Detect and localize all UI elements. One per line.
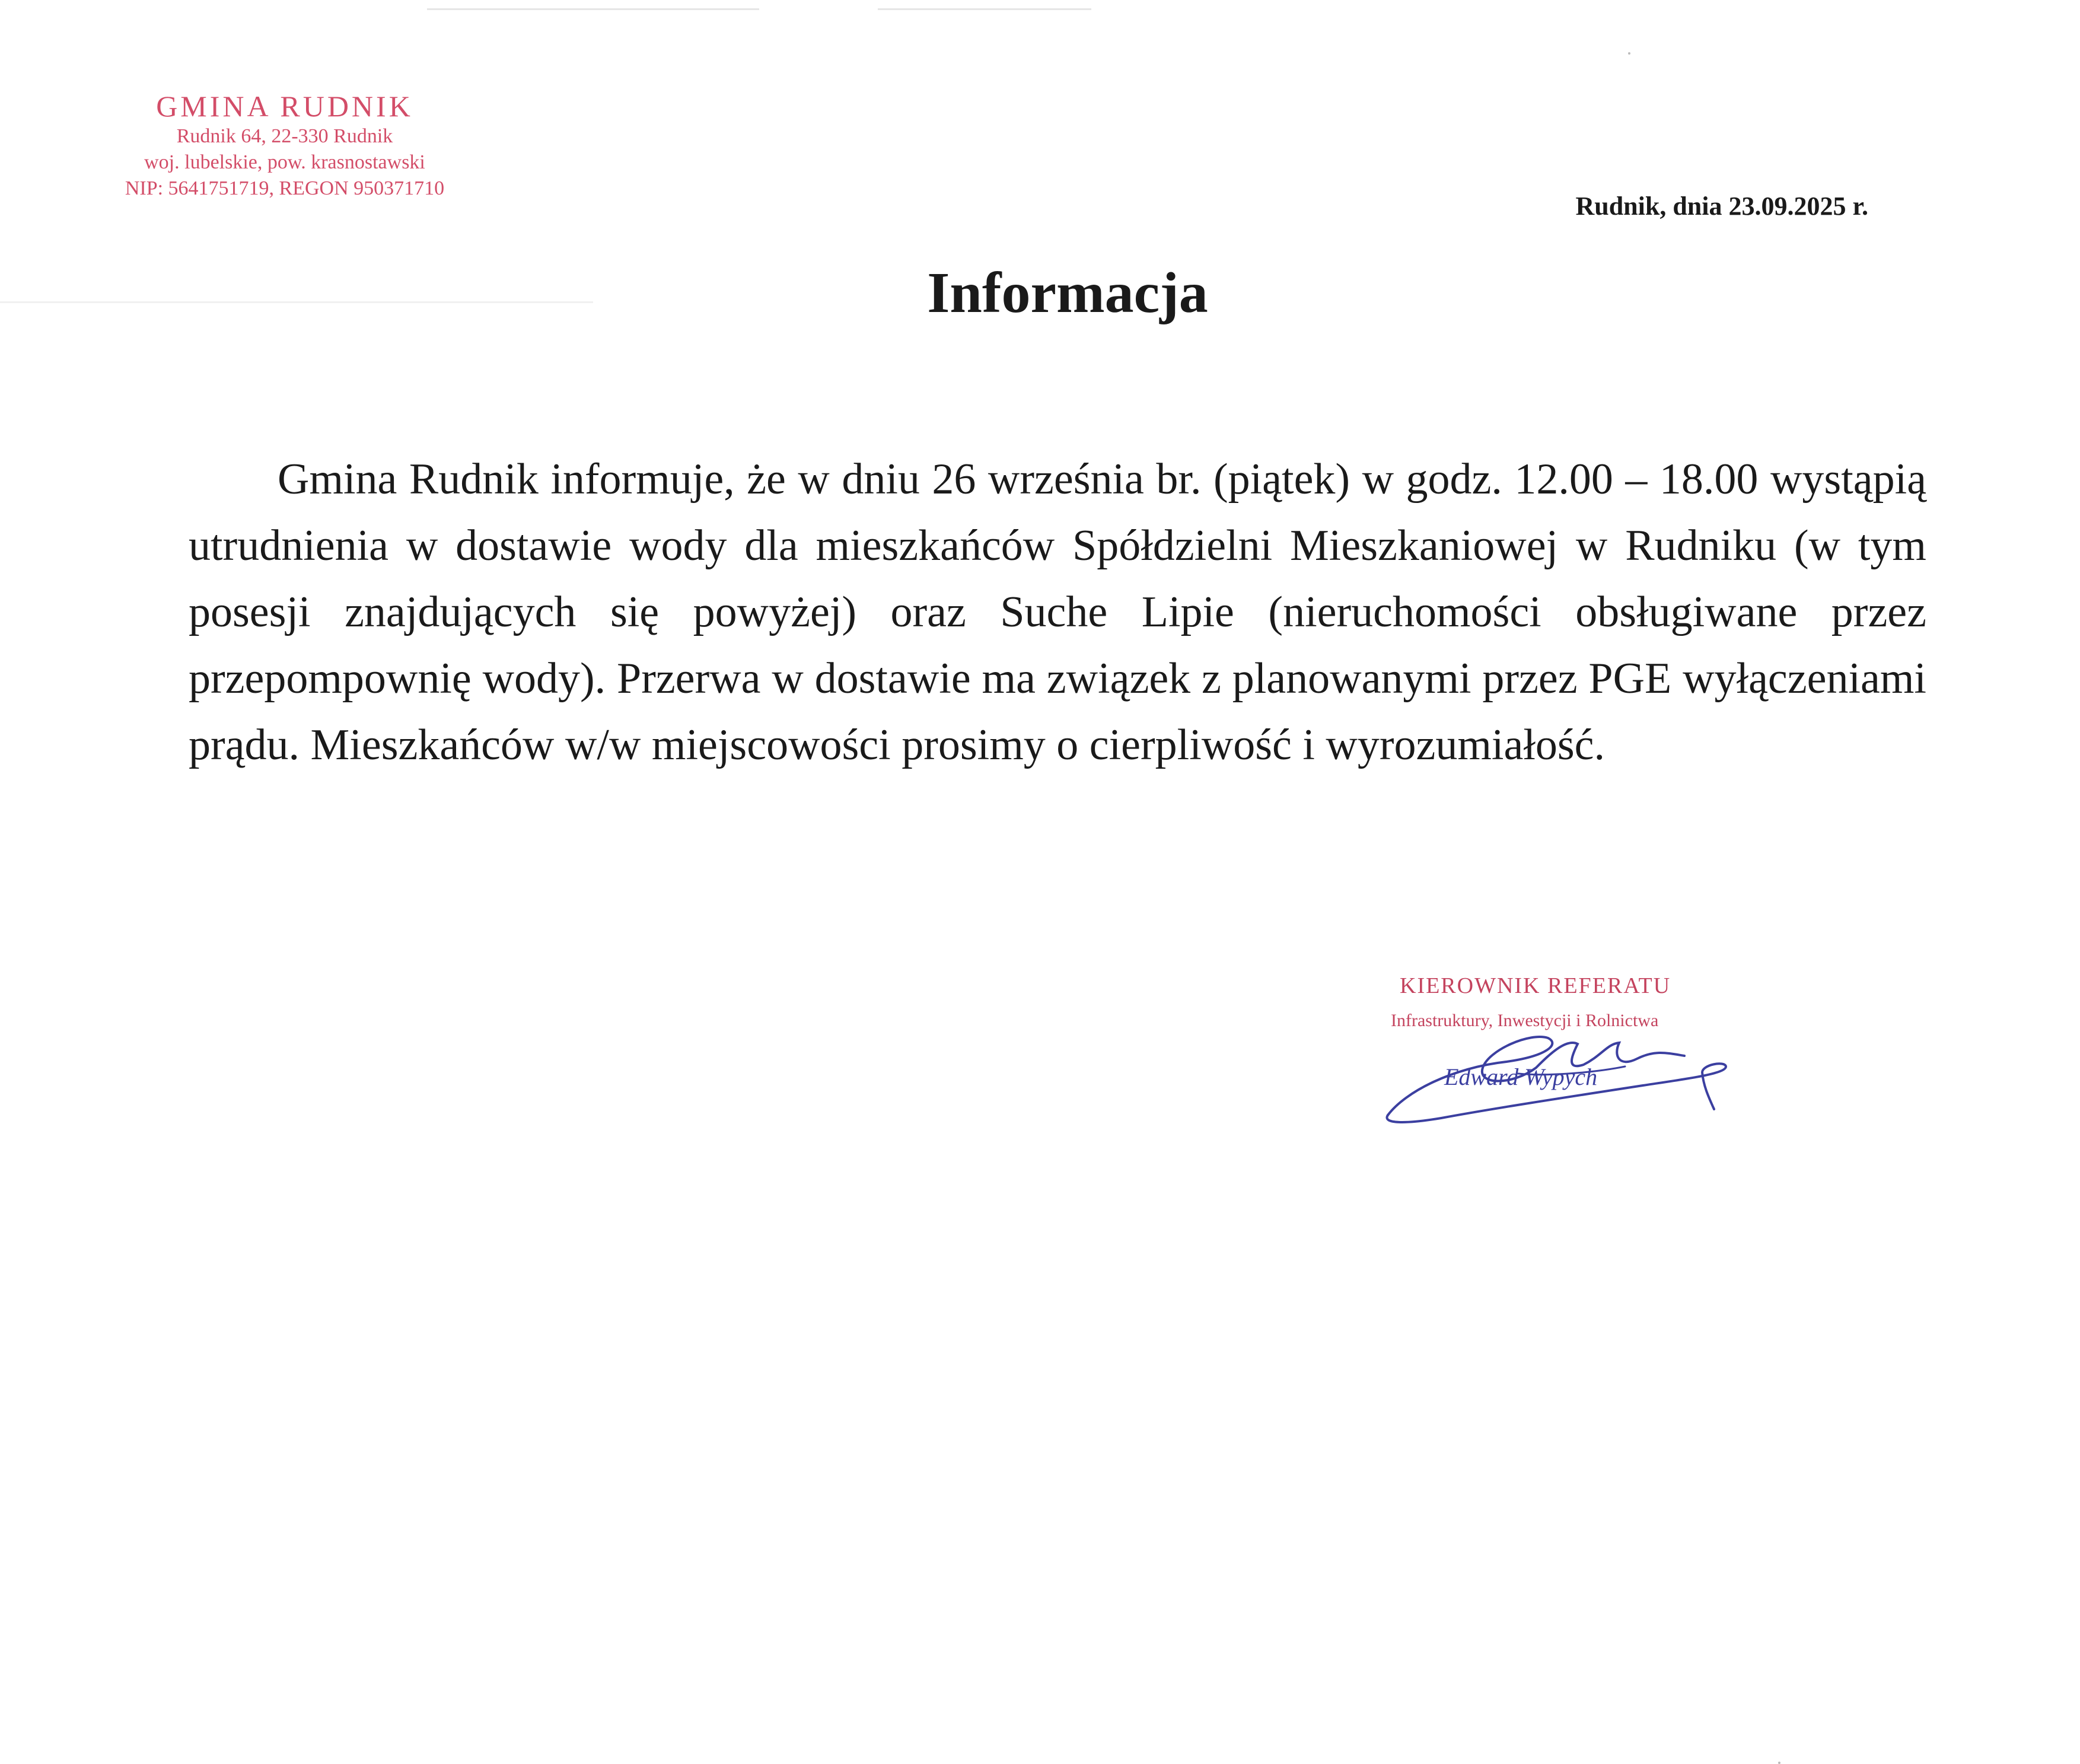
stamp-address: Rudnik 64, 22-330 Rudnik	[176, 125, 393, 147]
signature-block	[1370, 973, 1750, 1139]
stamp-region: woj. lubelskie, pow. krasnostawski	[144, 151, 425, 173]
municipal-stamp	[107, 89, 463, 202]
scan-artifact-line	[427, 8, 759, 10]
scan-speck	[1778, 1762, 1780, 1764]
scan-artifact-line	[0, 301, 593, 303]
document-body: Gmina Rudnik informuje, że w dniu 26 września br. (piątek) w godz. 12.00 – 18.00 wystąpią utrudnienia w dostawie wody dla mieszkańców Spółdzielni Mieszkaniowej w Rudniku (w tym posesji znajdujących się powyżej) oraz Suche Lipie (nieruchomości obsługiwane przez przepompownię wody). Przerwa w dostawie ma związek z planowanymi przez PGE wyłączeniami prądu. Mieszkańców w/w miejscowości prosimy o cierpliwość i wyrozumiałość.	[189, 455, 1926, 769]
document-date: Rudnik, dnia 23.09.2025 r.	[1575, 192, 1868, 221]
handwritten-signature-icon	[1370, 996, 1750, 1139]
signature-person: Edward Wypych	[1444, 1064, 1598, 1090]
scan-speck	[1628, 52, 1630, 55]
signature-title: KIEROWNIK REFERATU	[1400, 973, 1671, 998]
stamp-name: GMINA RUDNIK	[156, 90, 413, 123]
stamp-ids: NIP: 5641751719, REGON 950371710	[125, 177, 445, 199]
scan-artifact-line	[878, 8, 1091, 10]
document-title: Informacja	[927, 261, 1208, 325]
signature-department: Infrastruktury, Inwestycji i Rolnictwa	[1391, 1011, 1659, 1030]
